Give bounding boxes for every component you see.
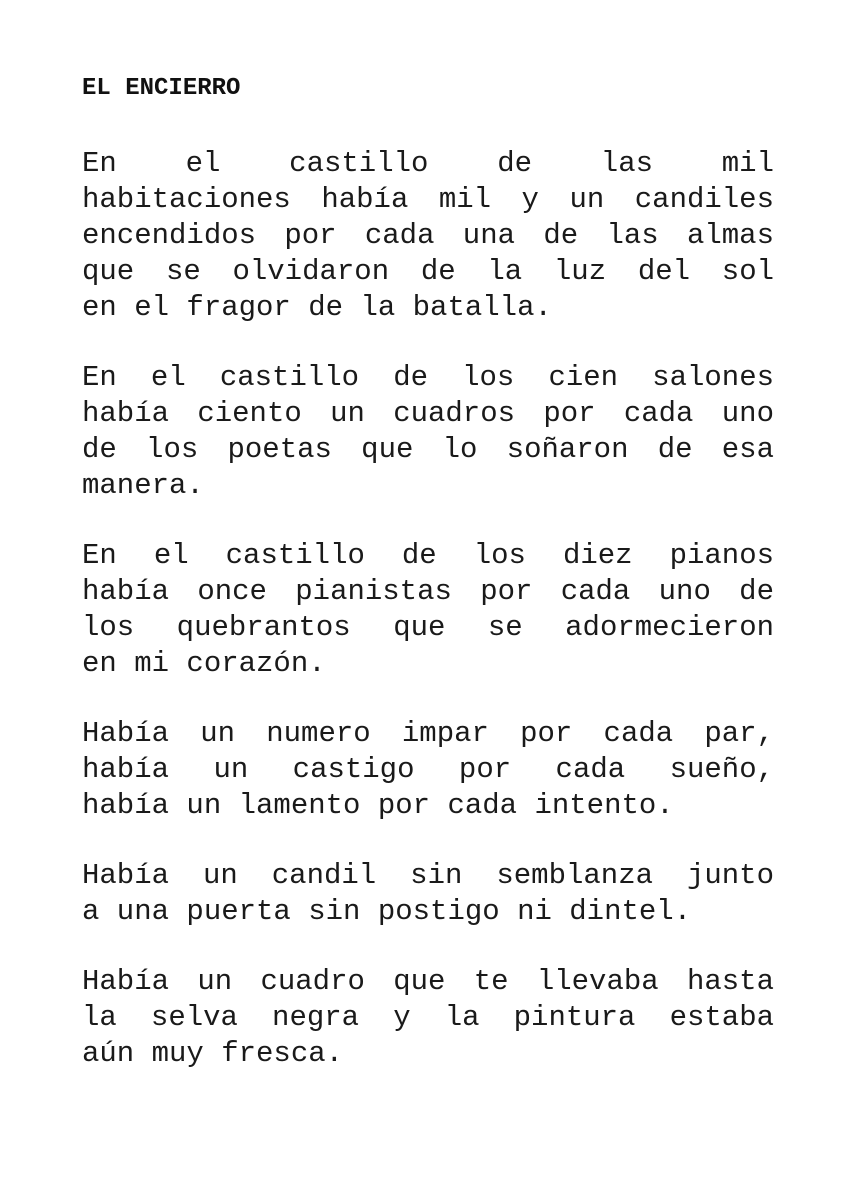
text-line: Había un candil sin semblanza junto bbox=[82, 859, 774, 892]
text-line: había un castigo por cada sueño, bbox=[82, 753, 774, 786]
text-line: Había un cuadro que te llevaba hasta bbox=[82, 965, 774, 998]
document-title: EL ENCIERRO bbox=[82, 75, 241, 102]
text-line: en el fragor de la batalla. bbox=[82, 291, 552, 324]
text-line: que se olvidaron de la luz del sol bbox=[82, 255, 774, 288]
paragraph-3 bbox=[82, 538, 774, 682]
text-line: había ciento un cuadros por cada uno bbox=[82, 397, 774, 430]
text-line: manera. bbox=[82, 469, 204, 502]
paragraph-1 bbox=[82, 146, 774, 326]
text-line: la selva negra y la pintura estaba bbox=[82, 1001, 774, 1034]
text-line: En el castillo de las mil bbox=[82, 147, 774, 180]
text-line: de los poetas que lo soñaron de esa bbox=[82, 433, 774, 466]
text-line: En el castillo de los cien salones bbox=[82, 361, 774, 394]
text-line: encendidos por cada una de las almas bbox=[82, 219, 774, 252]
document-body bbox=[82, 146, 774, 1106]
text-line: habitaciones había mil y un candiles bbox=[82, 183, 774, 216]
text-line: había un lamento por cada intento. bbox=[82, 789, 674, 822]
text-line: los quebrantos que se adormecieron bbox=[82, 611, 774, 644]
paragraph-4 bbox=[82, 716, 774, 824]
text-line: había once pianistas por cada uno de bbox=[82, 575, 774, 608]
text-line: a una puerta sin postigo ni dintel. bbox=[82, 895, 692, 928]
paragraph-6 bbox=[82, 964, 774, 1072]
paragraph-2 bbox=[82, 360, 774, 504]
text-line: En el castillo de los diez pianos bbox=[82, 539, 774, 572]
text-line: en mi corazón. bbox=[82, 647, 326, 680]
text-line: aún muy fresca. bbox=[82, 1037, 344, 1070]
paragraph-5 bbox=[82, 858, 774, 930]
text-line: Había un numero impar por cada par, bbox=[82, 717, 774, 750]
